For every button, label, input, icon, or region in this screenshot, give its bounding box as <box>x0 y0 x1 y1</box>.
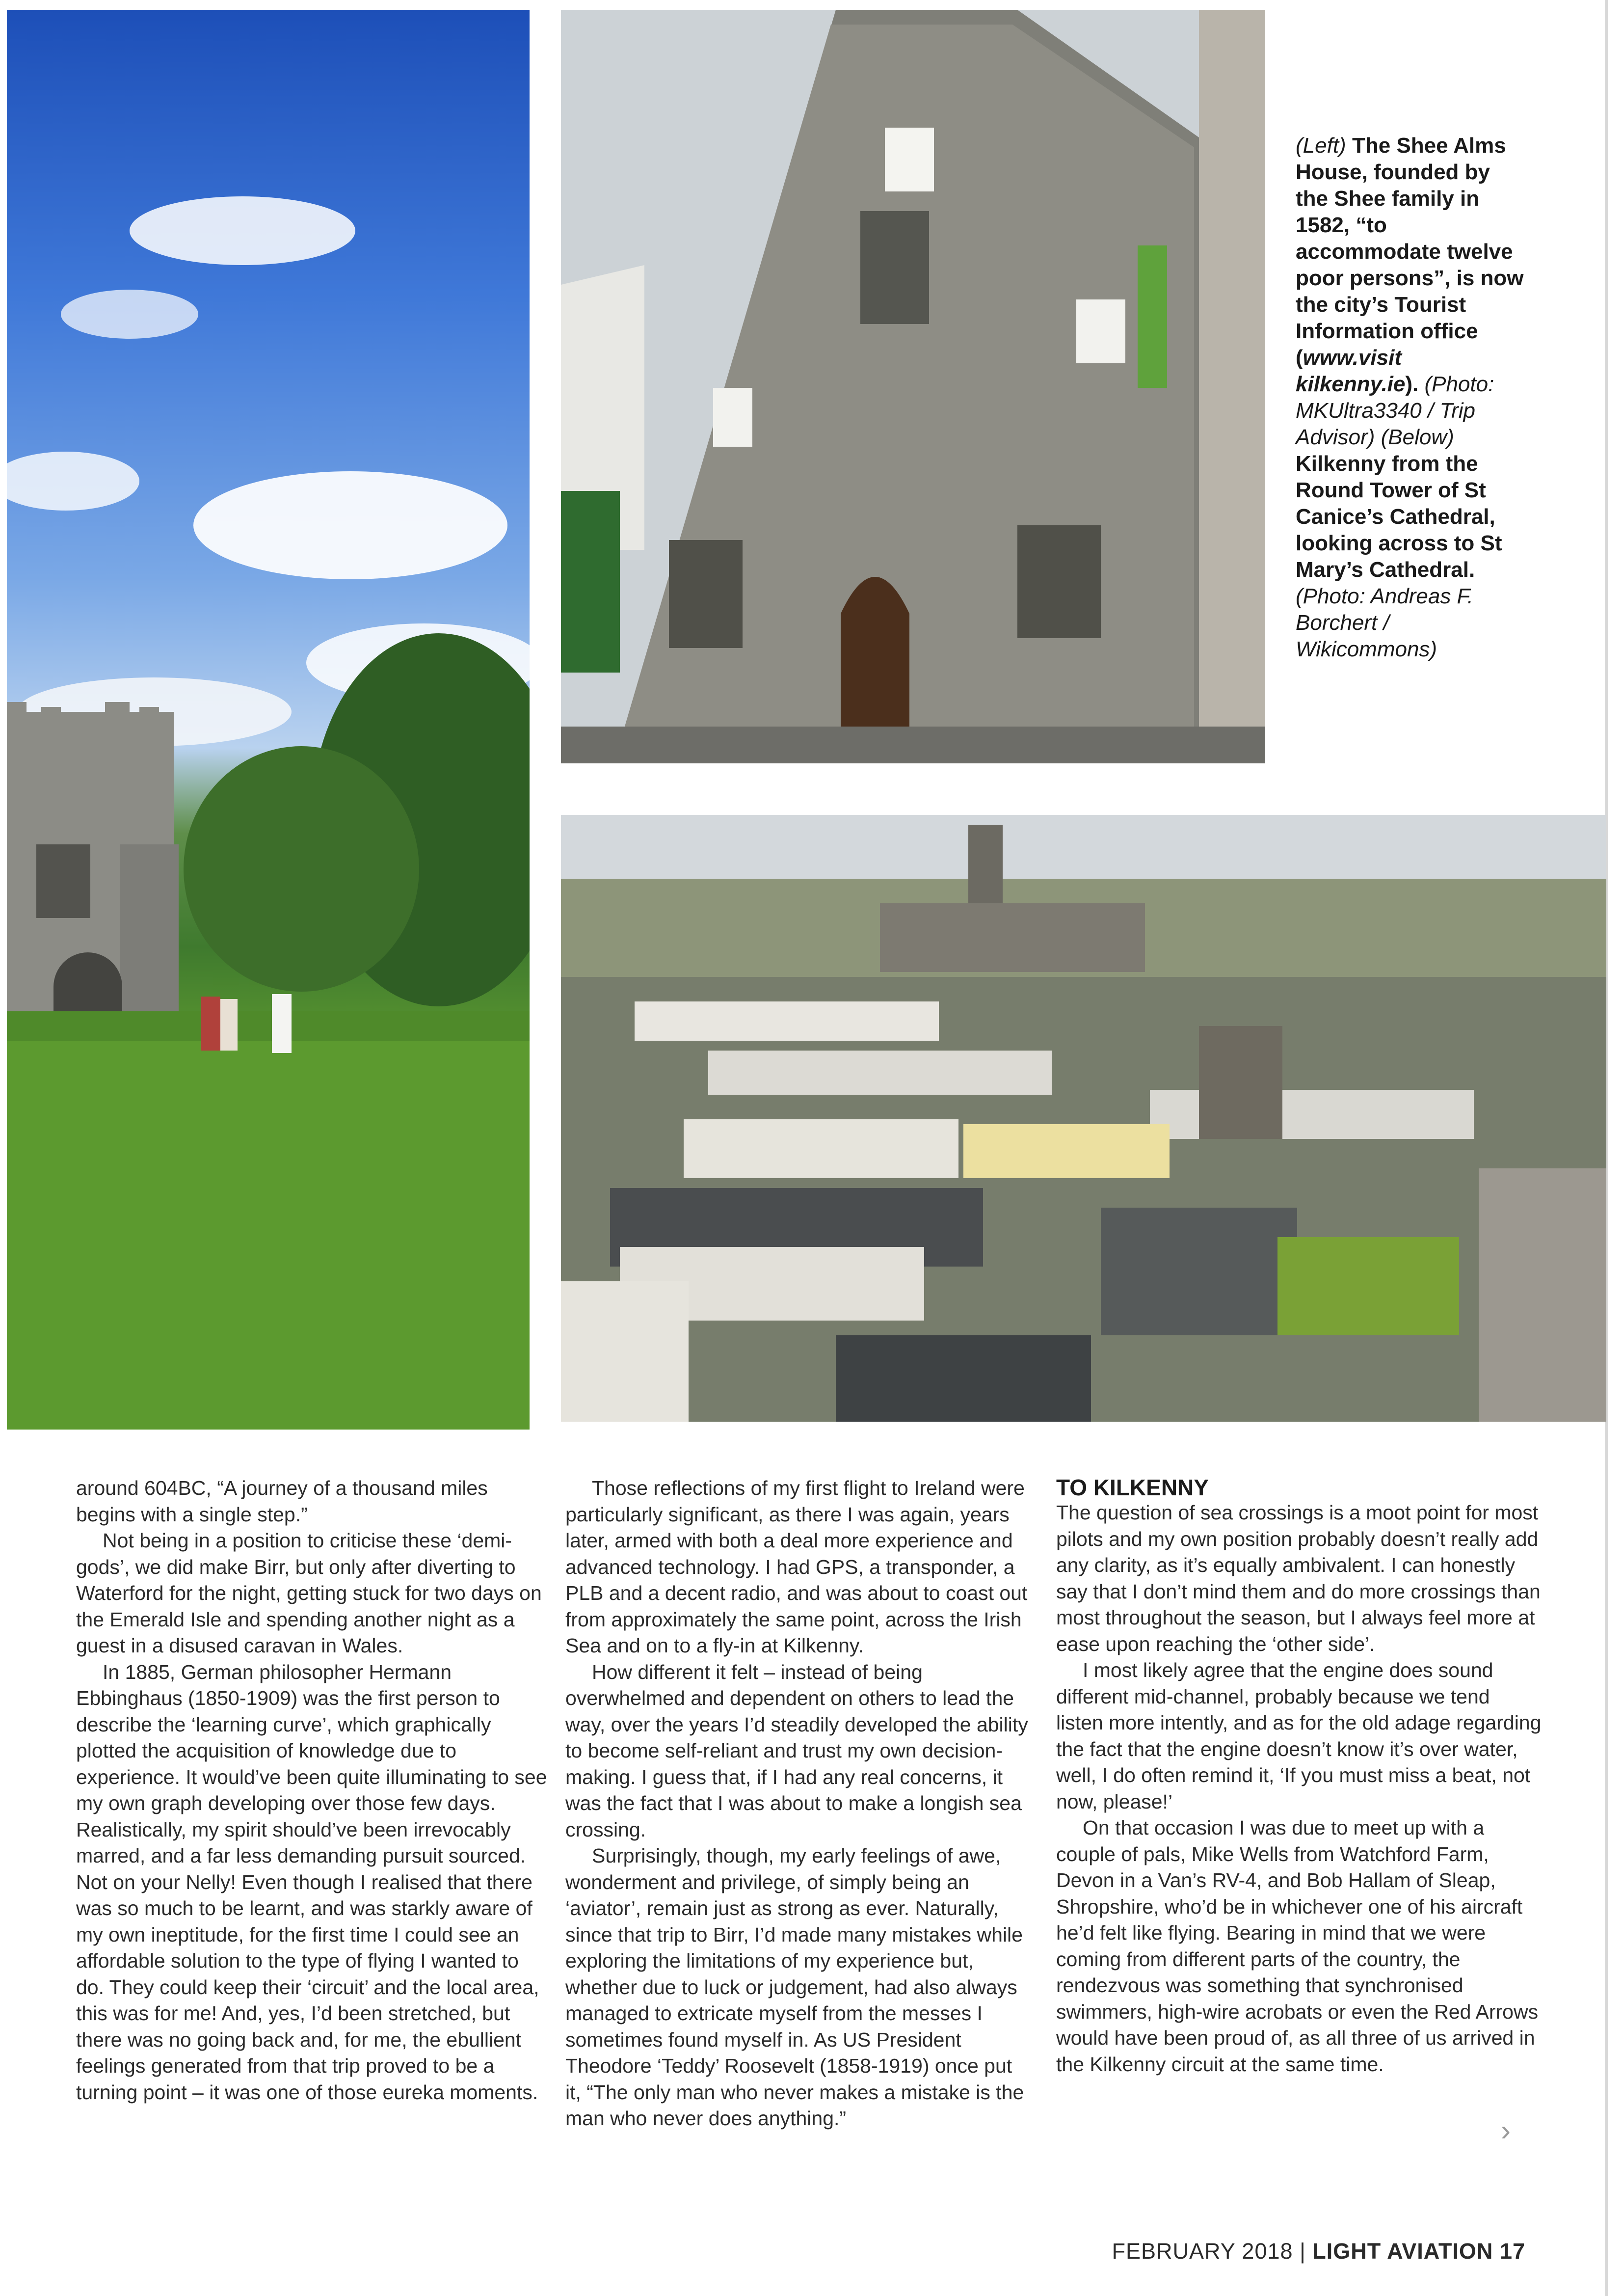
column1-paragraph-2: Not being in a position to criticise these ‘demi-gods’, we did make Birr, but only after diverting to Waterford for the night, getting stuck for two days on the Emerald Isle and spending another night as a guest in a disused caravan in Wales. <box>76 1529 542 1657</box>
caption-below-label: (Below) <box>1381 425 1454 449</box>
photo-shee-alms-house <box>561 10 1265 763</box>
alms-house-illustration <box>561 10 1265 763</box>
article-column-1 <box>76 1475 552 2106</box>
caption-left-close: ). <box>1405 372 1419 396</box>
caption-left-url: www.visit kilkenny.ie <box>1296 346 1406 396</box>
footer-page-number: 17 <box>1499 2239 1525 2264</box>
caption-left-label: (Left) <box>1296 134 1346 158</box>
article-column-2 <box>565 1475 1029 2132</box>
caption-left-title: The Shee Alms House, founded by the Shee family in 1582, “to accommodate twelve poor persons”, is now the city’s Tourist Information office ( <box>1296 134 1524 370</box>
article-column-3 <box>1056 1475 1542 2078</box>
column1-paragraph-1: around 604BC, “A journey of a thousand miles begins with a single step.” <box>76 1477 488 1526</box>
column2-paragraph-2: How different it felt – instead of being overwhelmed and dependent on others to lead the way, over the years I’d steadily developed the ability to become self-reliant and trust my own decision-making. I guess that, if I had any real concerns, it was the fact that I was about to make a longish sea crossing. <box>565 1660 1028 1841</box>
column3-paragraph-3: On that occasion I was due to meet up with a couple of pals, Mike Wells from Watchford Farm, Devon in a Van’s RV-4, and Bob Hallam of Sleap, Shropshire, who’d be in whichever one of his aircraft he’d felt like flying. Bearing in mind that we were coming from different parts of the country, the rendezvous was something that synchronised swimmers, high-wire acrobats or even the Red Arrows would have been proud of, as all three of us arrived in the Kilkenny circuit at the same time. <box>1056 1816 1539 2076</box>
footer-magazine-title: LIGHT AVIATION <box>1312 2239 1493 2264</box>
photo-caption <box>1296 133 1526 663</box>
footer-separator: | <box>1300 2239 1306 2264</box>
continue-arrow-icon: › <box>1501 2114 1511 2147</box>
caption-left-credit: (Photo: MKUltra3340 / Trip Advisor) <box>1296 372 1494 449</box>
column3-paragraph-1: The question of sea crossings is a moot point for most pilots and my own position probably doesn’t really add any clarity, as it’s equally ambivalent. I can honestly say that I don’t mind them and do more crossings than most throughout the season, but I always feel more at ease upon reaching the ‘other side’. <box>1056 1501 1541 1655</box>
caption-below-credit: (Photo: Andreas F. Borchert / Wikicommons) <box>1296 584 1473 661</box>
column3-paragraph-2: I most likely agree that the engine does sound different mid-channel, probably because we tend listen more intently, and as for the old adage regarding the fact that the engine doesn’t know it’s over water, well, I do often remind it, ‘If you must miss a beat, not now, please!’ <box>1056 1659 1542 1813</box>
kilkenny-aerial-illustration <box>561 815 1606 1422</box>
footer-date: FEBRUARY 2018 <box>1112 2239 1293 2264</box>
caption-below-title: Kilkenny from the Round Tower of St Canice’s Cathedral, looking across to St Mary’s Cathedral. <box>1296 452 1502 582</box>
column1-paragraph-3: In 1885, German philosopher Hermann Ebbinghaus (1850-1909) was the first person to describe the ‘learning curve’, which graphically plotted the acquisition of knowledge due to experience. It would’ve been quite illuminating to see my own graph developing over those few days. Realistically, my spirit should’ve been irrevocably marred, and a far less demanding pursuit sourced. Not on your Nelly! Even though I realised that there was so much to be learnt, and was starkly aware of my own ineptitude, for the first time I could see an affordable solution to the type of flying I wanted to do. They could keep their ‘circuit’ and the local area, this was for me! And, yes, I’d been stretched, but there was no going back and, for me, the ebullient feelings generated from that trip proved to be a turning point – it was one of those eureka moments. <box>76 1660 547 2104</box>
section-heading-to-kilkenny: TO KILKENNY <box>1056 1475 1209 1500</box>
castle-park-illustration <box>7 10 530 1430</box>
photo-kilkenny-aerial <box>561 815 1606 1422</box>
page-footer <box>1093 2239 1525 2264</box>
photo-castle-park <box>7 10 530 1430</box>
column2-paragraph-3: Surprisingly, though, my early feelings of awe, wonderment and privilege, of simply being an ‘aviator’, remain just as strong as ever. Naturally, since that trip to Birr, I’d made many mistakes while exploring the limitations of my experience but, whether due to luck or judgement, had also always managed to extricate myself from the messes I sometimes found myself in. As US President Theodore ‘Teddy’ Roosevelt (1858-1919) once put it, “The only man who never makes a mistake is the man who never does anything.” <box>565 1844 1024 2130</box>
column2-paragraph-1: Those reflections of my first flight to Ireland were particularly significant, as there I was again, years later, armed with both a deal more experience and advanced technology. I had GPS, a transponder, a PLB and a decent radio, and was about to coast out from approximately the same point, across the Irish Sea and on to a fly-in at Kilkenny. <box>565 1477 1028 1657</box>
